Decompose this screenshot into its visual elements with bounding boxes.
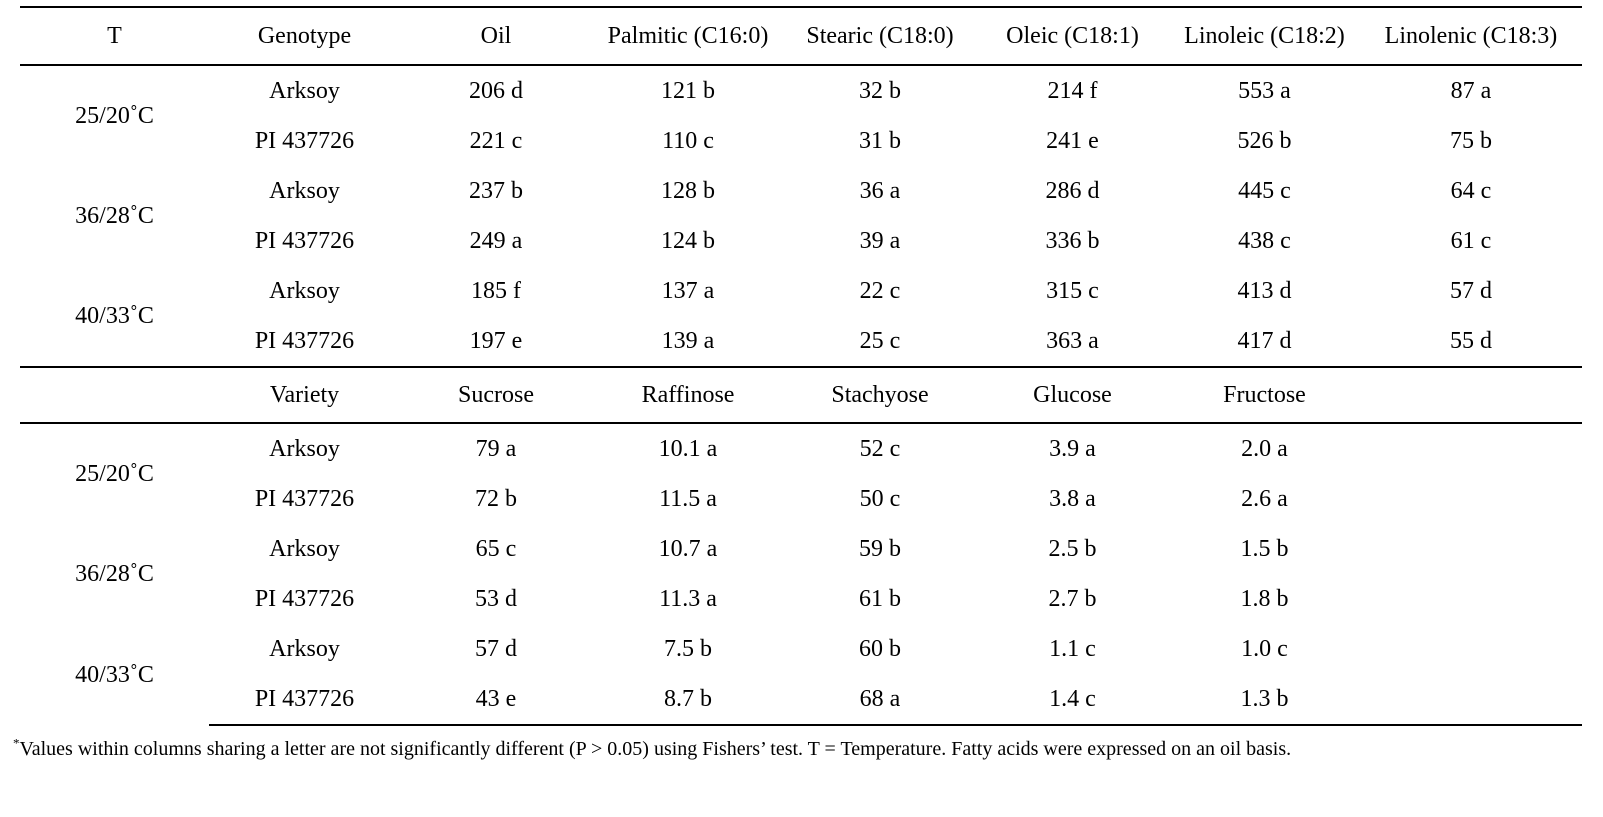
table-cell: 121 b — [661, 78, 715, 104]
table-cell: PI 437726 — [254, 128, 355, 154]
table-cell: 3.8 a — [1049, 486, 1096, 512]
table-cell: 3.9 a — [1049, 436, 1096, 462]
table-cell — [1360, 524, 1582, 574]
table-cell: 237 b — [469, 178, 523, 204]
table-cell: 2.7 b — [1048, 586, 1097, 612]
table-cell: Arksoy — [269, 278, 340, 304]
table-cell: 43 e — [400, 674, 592, 725]
table-cell: 39 a — [859, 228, 901, 254]
table-cell — [1360, 574, 1582, 624]
table-cell: 1.1 c — [1049, 636, 1096, 662]
table-cell: 286 d — [1045, 178, 1100, 204]
table-cell: Arksoy — [269, 78, 340, 104]
table-footnote — [13, 735, 1588, 763]
table-cell: 221 c — [469, 128, 523, 154]
table-cell: 128 b — [661, 178, 715, 204]
table-cell: 197 e — [469, 328, 523, 354]
fatty-table-header-row — [20, 7, 1582, 65]
table-row — [20, 266, 1582, 316]
table-row — [20, 624, 1582, 674]
table-cell: 139 a — [661, 328, 715, 354]
table-cell: 75 b — [1450, 128, 1492, 154]
table-cell: 214 f — [1047, 78, 1098, 104]
table-cell: 57 d — [475, 636, 517, 662]
temperature-cell: 25/20˚C — [75, 103, 154, 129]
column-header: Raffinose — [592, 367, 784, 423]
table-cell — [1360, 423, 1582, 474]
table-cell: 137 a — [661, 278, 715, 304]
column-header: Stachyose — [784, 367, 976, 423]
table-cell: 185 f — [471, 278, 521, 304]
table-cell: 11.3 a — [659, 586, 717, 612]
table-row — [20, 116, 1582, 166]
table-cell: 87 a — [1450, 78, 1492, 104]
footnote-marker: * — [13, 735, 20, 751]
table-cell: 64 c — [1450, 178, 1492, 204]
table-row — [20, 674, 1582, 725]
table-cell: 55 d — [1450, 328, 1492, 354]
table-cell — [1360, 474, 1582, 524]
table-cell: PI 437726 — [254, 328, 355, 354]
table-row — [20, 65, 1582, 116]
column-header — [1360, 367, 1582, 423]
column-header: Linolenic (C18:3) — [1360, 7, 1582, 65]
temperature-cell: 40/33˚C — [75, 661, 154, 688]
sugar-table-header-row — [20, 367, 1582, 423]
table-row — [20, 423, 1582, 474]
table-cell: 1.8 b — [1240, 586, 1289, 612]
column-header: T — [20, 7, 209, 65]
table-cell: 553 a — [1238, 78, 1291, 104]
table-cell: 1.3 b — [1169, 674, 1360, 725]
table-cell: PI 437726 — [254, 486, 355, 512]
table-cell: 50 c — [859, 486, 901, 512]
table-cell: 2.5 b — [1048, 536, 1097, 562]
table-row — [20, 166, 1582, 216]
table-cell: 8.7 b — [592, 674, 784, 725]
table-cell: 36 a — [859, 178, 901, 204]
table-row — [20, 574, 1582, 624]
column-header: Oleic (C18:1) — [976, 7, 1169, 65]
table-cell: 57 d — [1450, 278, 1492, 304]
temperature-cell: 25/20˚C — [75, 461, 154, 487]
footnote-text: Values within columns sharing a letter are not significantly different (P > 0.05) using Fishers’ test. T = Temperature. Fatty acids were expressed on an oil basis. — [19, 738, 1292, 760]
table-cell: 61 b — [859, 586, 901, 612]
table-cell: PI 437726 — [209, 674, 400, 725]
table-cell: 61 c — [1450, 228, 1492, 254]
column-header: Variety — [209, 367, 400, 423]
table-cell: 249 a — [469, 228, 523, 254]
table-cell: 53 d — [475, 586, 517, 612]
table-cell: 10.1 a — [658, 436, 718, 462]
table-cell: 79 a — [475, 436, 517, 462]
table-cell: 59 b — [859, 536, 901, 562]
table-cell: 7.5 b — [664, 636, 712, 662]
table-cell: 315 c — [1046, 278, 1099, 304]
table-cell: 363 a — [1046, 328, 1099, 354]
table-cell: 11.5 a — [659, 486, 717, 512]
table-cell: Arksoy — [269, 436, 340, 462]
temperature-cell: 36/28˚C — [75, 561, 154, 587]
column-header: Palmitic (C16:0) — [592, 7, 784, 65]
table-cell: Arksoy — [269, 636, 340, 662]
table-cell: 445 c — [1238, 178, 1291, 204]
table-cell: 438 c — [1238, 228, 1291, 254]
table-cell: 60 b — [859, 636, 901, 662]
table-cell: 2.0 a — [1241, 436, 1288, 462]
table-cell: 68 a — [784, 674, 976, 725]
table-cell: Arksoy — [269, 536, 340, 562]
table-cell: 52 c — [859, 436, 901, 462]
column-header: Stearic (C18:0) — [784, 7, 976, 65]
table-cell: 2.6 a — [1241, 486, 1288, 512]
table-cell: 65 c — [475, 536, 517, 562]
table-cell: 32 b — [859, 78, 901, 104]
column-header: Linoleic (C18:2) — [1169, 7, 1360, 65]
column-header: Fructose — [1169, 367, 1360, 423]
table-row — [20, 474, 1582, 524]
table-cell: 206 d — [469, 78, 523, 104]
table-cell — [1360, 624, 1582, 674]
column-header: Sucrose — [400, 367, 592, 423]
temperature-cell: 36/28˚C — [75, 203, 154, 229]
column-header: Genotype — [209, 7, 400, 65]
table-cell: 31 b — [859, 128, 901, 154]
table-row — [20, 316, 1582, 367]
table-cell: 110 c — [662, 128, 714, 154]
table-cell: 124 b — [661, 228, 715, 254]
table-cell: 1.4 c — [976, 674, 1169, 725]
table-cell: 1.0 c — [1241, 636, 1288, 662]
table-cell: 1.5 b — [1240, 536, 1289, 562]
table-cell: 413 d — [1237, 278, 1292, 304]
table-cell: 22 c — [859, 278, 901, 304]
table-cell: 241 e — [1046, 128, 1099, 154]
table-cell: PI 437726 — [254, 228, 355, 254]
table-cell: Arksoy — [269, 178, 340, 204]
table-cell — [1360, 674, 1582, 725]
table-cell: 336 b — [1045, 228, 1100, 254]
temperature-cell: 40/33˚C — [75, 303, 154, 329]
table-cell: 417 d — [1237, 328, 1292, 354]
results-table — [20, 6, 1582, 726]
table-cell: 10.7 a — [658, 536, 718, 562]
table-cell: 526 b — [1237, 128, 1292, 154]
table-cell: PI 437726 — [254, 586, 355, 612]
table-row — [20, 216, 1582, 266]
table-cell: 72 b — [475, 486, 517, 512]
table-cell: 25 c — [859, 328, 901, 354]
column-header: Glucose — [976, 367, 1169, 423]
column-header: Oil — [400, 7, 592, 65]
table-row — [20, 524, 1582, 574]
table-body — [20, 7, 1582, 725]
column-header — [20, 367, 209, 423]
